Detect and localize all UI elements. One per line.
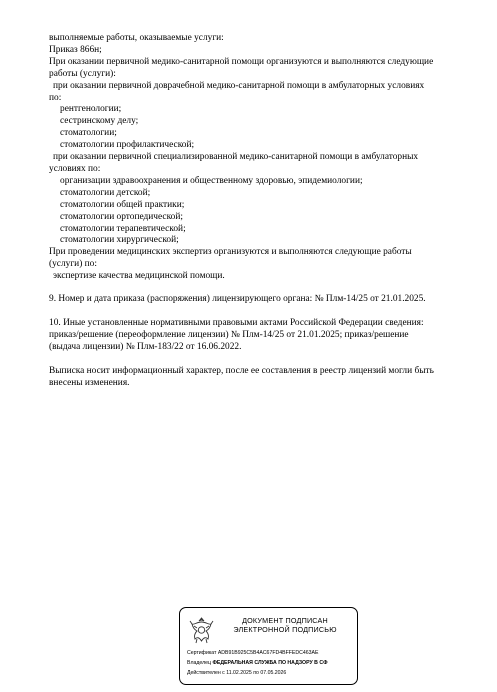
list-item: стоматологии хирургической; bbox=[60, 235, 179, 246]
list-item: стоматологии детской; bbox=[60, 187, 151, 198]
section-10-line: 10. Иные установленные нормативными правовыми актами Российской Федерации сведения: bbox=[49, 317, 424, 328]
section-10-line: (выдача лицензии) № Плм-183/22 от 16.06.2022. bbox=[49, 341, 242, 352]
text-line: при оказании первичной специализированной медико-санитарной помощи в амбулаторных bbox=[53, 152, 419, 163]
text-line: При оказании первичной медико-санитарной помощи организуются и выполняются следующие bbox=[49, 56, 434, 67]
text-line: выполняемые работы, оказываемые услуги: bbox=[49, 33, 224, 43]
signature-stamp bbox=[179, 607, 358, 685]
list-item: стоматологии общей практики; bbox=[60, 199, 185, 210]
text-line: Приказ 866н; bbox=[49, 44, 102, 55]
note-line: внесены изменения. bbox=[49, 377, 130, 388]
validity-line: Действителен с 11.02.2025 по 07.05.2026 bbox=[187, 670, 287, 676]
owner-line: Владелец ФЕДЕРАЛЬНАЯ СЛУЖБА ПО НАДЗОРУ В СФ bbox=[187, 660, 328, 666]
list-item: стоматологии ортопедической; bbox=[60, 211, 183, 222]
text-line: работы (услуги): bbox=[49, 68, 116, 79]
list-item: организации здравоохранения и общественному здоровью, эпидемиологии; bbox=[60, 175, 363, 186]
text-line: по: bbox=[49, 92, 62, 103]
text-line: экспертизе качества медицинской помощи. bbox=[53, 271, 225, 282]
text-line: При проведении медицинских экспертиз организуются и выполняются следующие работы bbox=[49, 247, 412, 258]
list-item: стоматологии; bbox=[60, 128, 117, 139]
stamp-title: ДОКУМЕНТ ПОДПИСАН ЭЛЕКТРОННОЙ ПОДПИСЬЮ bbox=[233, 616, 337, 634]
text-line: условиях по: bbox=[49, 163, 101, 174]
note-line: Выписка носит информационный характер, после ее составления в реестр лицензий могли быть bbox=[49, 365, 434, 376]
document-body bbox=[49, 33, 489, 389]
list-item: рентгенологии; bbox=[60, 104, 122, 115]
section-10-line: приказ/решение (переоформление лицензии) № Плм-14/25 от 21.01.2025; приказ/решение bbox=[49, 329, 409, 340]
section-9: 9. Номер и дата приказа (распоряжения) лицензирующего органа: № Плм-14/25 от 21.01.2025. bbox=[49, 294, 426, 305]
list-item: сестринскому делу; bbox=[60, 116, 139, 127]
coat-of-arms-icon bbox=[188, 615, 215, 645]
certificate-line: Сертификат ADB91B925C5B4AC67FD4BFFEDC463AE bbox=[187, 650, 319, 656]
text-line: при оказании первичной доврачебной медико-санитарной помощи в амбулаторных условиях bbox=[53, 80, 425, 91]
list-item: стоматологии терапевтической; bbox=[60, 223, 186, 234]
text-line: (услуги) по: bbox=[49, 259, 97, 270]
list-item: стоматологии профилактической; bbox=[60, 140, 195, 151]
